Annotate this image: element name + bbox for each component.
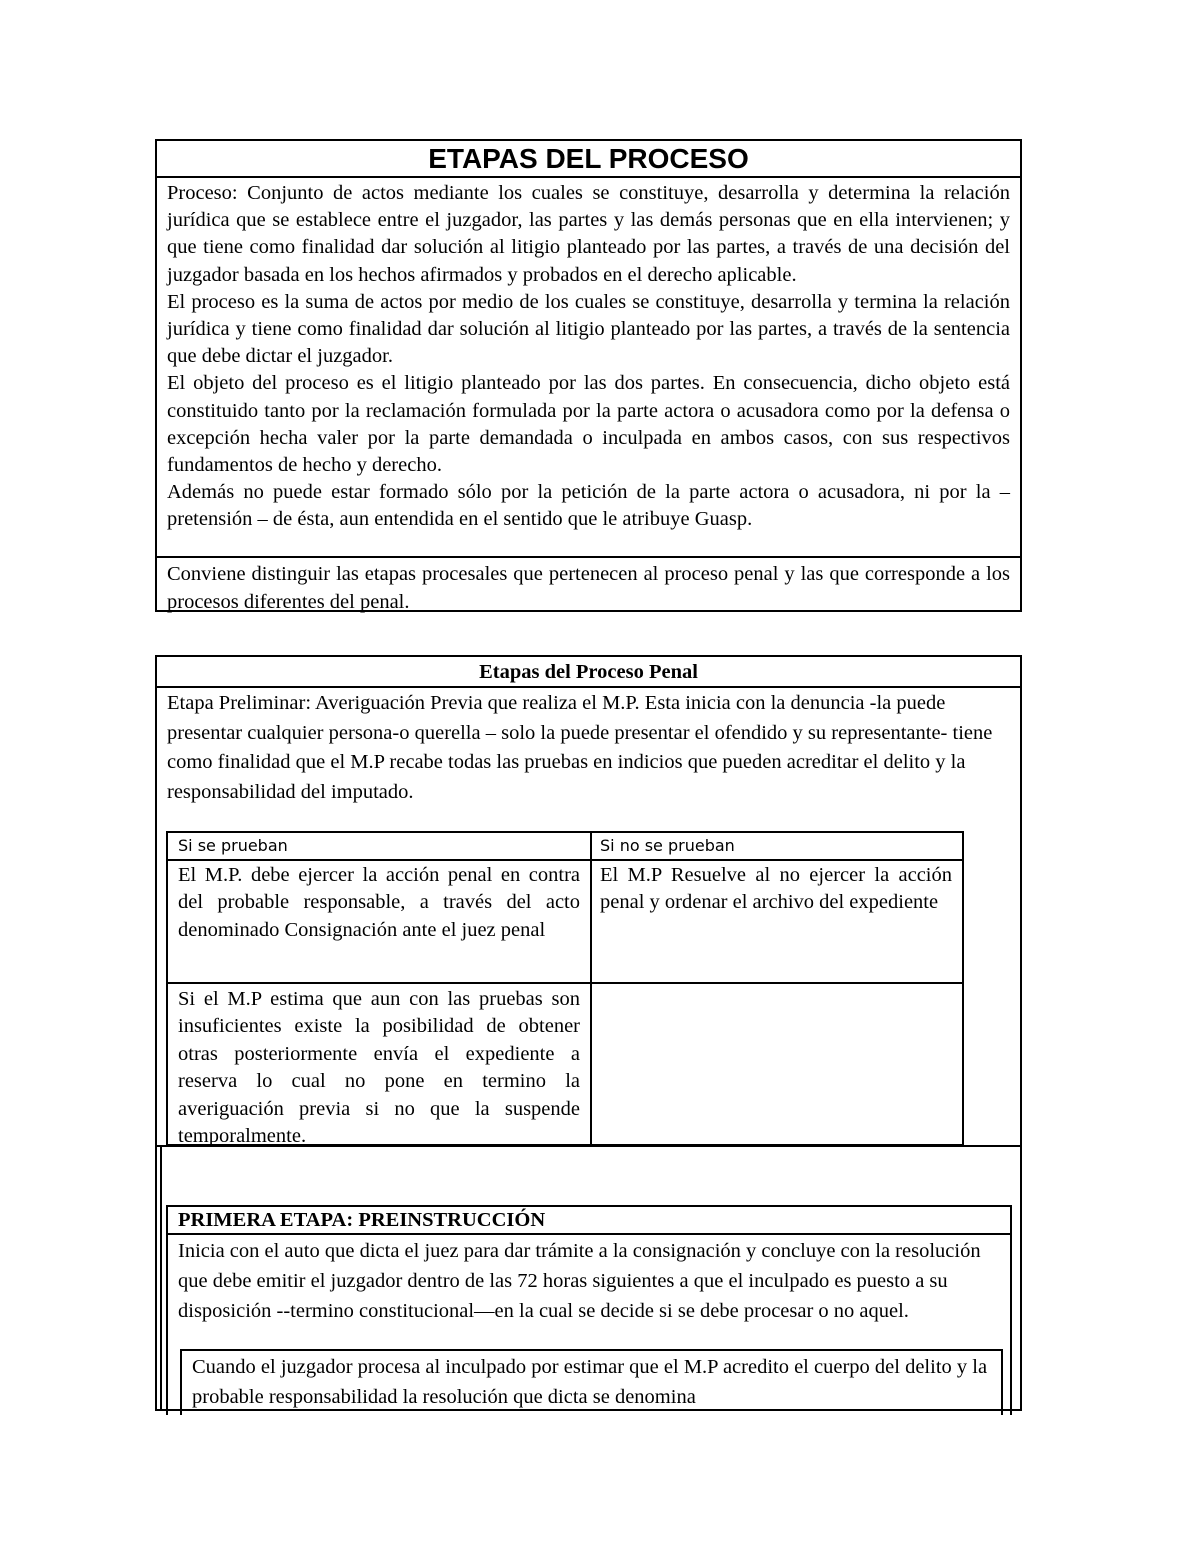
inner-left-border [160, 1145, 162, 1409]
nested-note-box: Cuando el juzgador procesa al inculpado por estimar que el M.P acredito el cuerpo del delito y la probable responsabilidad la resolución que dicta se denomina [180, 1349, 1003, 1415]
cell-yes-2: Si el M.P estima que aun con las pruebas son insuficientes existe la posibilidad de obtener otras posteriormente envía el expediente a reserva lo cual no pone en termino la averiguación previa si no que la suspende temporalmente. [178, 988, 580, 1148]
row-divider [157, 1145, 1020, 1147]
stage-heading: PRIMERA ETAPA: PREINSTRUCCIÓN [168, 1207, 1010, 1235]
footer-note: Conviene distinguir las etapas procesales que pertenecen al proceso penal y las que corresponde a los procesos diferentes del penal. [167, 563, 1010, 613]
penal-process-table [155, 655, 1022, 1411]
evidence-outcome-table [166, 831, 964, 1146]
header-yes: Si se prueban [178, 836, 288, 855]
table-title: ETAPAS DEL PROCESO [157, 141, 1020, 178]
paragraph: El objeto del proceso es el litigio planteado por las dos partes. En consecuencia, dicho objeto está constituido tanto por la reclamación formulada por la parte actora o acusadora como por la defensa o excepción hecha valer por la parte demandada o inculpada en ambos casos, con sus respectivos fundamentos de hecho y derecho. [167, 372, 1010, 477]
first-stage-box [166, 1205, 1012, 1415]
stage-text: Inicia con el auto que dicta el juez para dar trámite a la consignación y concluye con la resolución que debe emitir el juzgador dentro de las 72 horas siguientes a que el inculpado es puesto a su disposición --termino constitucional—en la cual se decide si se debe procesar o no aquel. [178, 1240, 981, 1322]
paragraph: Proceso: Conjunto de actos mediante los cuales se constituye, desarrolla y determina la relación jurídica que se establece entre el juzgador, las partes y las demás personas que en ella intervienen; y que tiene como finalidad dar solución al litigio planteado por las partes, a través de una decisión del juzgador basada en los hechos afirmados y probados en el derecho aplicable. [167, 182, 1010, 286]
cell-yes-1: El M.P. debe ejercer la acción penal en contra del probable responsable, a través del acto denominado Consignación ante el juez penal [178, 864, 580, 941]
paragraph: El proceso es la suma de actos por medio de los cuales se constituye, desarrolla y termina la relación jurídica y tiene como finalidad dar solución al litigio planteado por las partes, a través de la sentencia que debe dictar el juzgador. [167, 290, 1010, 368]
paragraph: Además no puede estar formado sólo por la petición de la parte actora o acusadora, ni por la – pretensión – de ésta, aun entendida en el sentido que le atribuye Guasp. [167, 481, 1010, 531]
row-divider [168, 982, 962, 984]
cell-no-1: El M.P Resuelve al no ejercer la acción penal y ordenar el archivo del expediente [600, 864, 952, 914]
table-title: Etapas del Proceso Penal [157, 657, 1020, 688]
row-divider [168, 859, 962, 861]
process-stages-table [155, 139, 1022, 612]
column-divider [590, 833, 592, 1144]
definition-cell [157, 178, 1020, 558]
preliminary-stage-text: Etapa Preliminar: Averiguación Previa que realiza el M.P. Esta inicia con la denuncia -la puede presentar cualquier persona-o querella – solo la puede presentar el ofendido y su representante- tiene como finalidad que el M.P recabe todas las pruebas en indicios que pueden acreditar el delito y la responsabilidad del imputado. [167, 692, 993, 803]
header-no: Si no se prueban [600, 836, 735, 855]
